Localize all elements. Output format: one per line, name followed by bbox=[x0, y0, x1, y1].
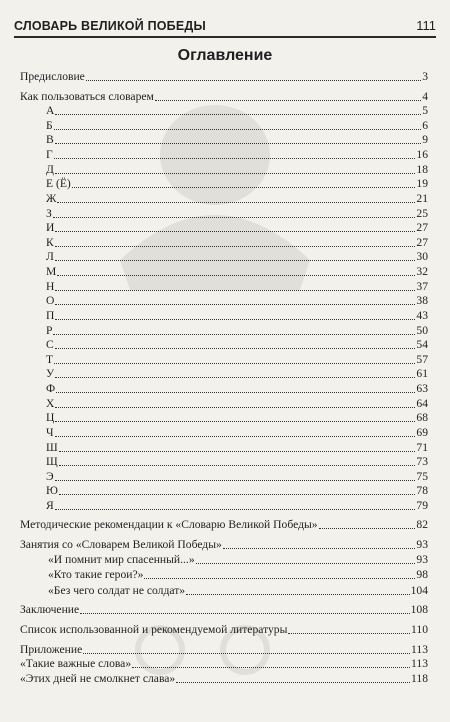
dot-leader bbox=[59, 464, 416, 466]
dot-leader bbox=[55, 142, 421, 144]
dot-leader bbox=[57, 274, 415, 276]
toc-entry bbox=[20, 657, 428, 671]
toc-entry bbox=[46, 338, 428, 352]
toc-entry-label: Б bbox=[46, 119, 53, 132]
toc-entry-label: Список использованной и рекомендуемой литературы bbox=[20, 623, 288, 636]
toc-entry-label: Ц bbox=[46, 411, 55, 424]
toc-entry bbox=[20, 623, 428, 637]
dot-leader bbox=[55, 508, 416, 510]
dot-leader bbox=[80, 612, 409, 614]
toc-title: Оглавление bbox=[177, 47, 273, 64]
toc-entry-page: 5 bbox=[422, 104, 428, 117]
toc-entry-label: Ш bbox=[46, 441, 58, 454]
toc-entry bbox=[46, 221, 428, 235]
toc-entry bbox=[46, 309, 428, 323]
toc-entry-label: В bbox=[46, 133, 54, 146]
toc-entry-label: Методические рекомендации к «Словарю Великой Победы» bbox=[20, 518, 318, 531]
toc-entry-label: Занятия со «Словарем Великой Победы» bbox=[20, 538, 222, 551]
toc-entry bbox=[46, 411, 428, 425]
toc-entry-label: О bbox=[46, 294, 55, 307]
toc-entry-page: 78 bbox=[416, 484, 428, 497]
toc-entry bbox=[46, 353, 428, 367]
dot-leader bbox=[86, 79, 421, 81]
toc-entry-page: 18 bbox=[416, 163, 428, 176]
dot-leader bbox=[57, 201, 415, 203]
toc-entry-page: 82 bbox=[416, 518, 428, 531]
toc-entry bbox=[20, 518, 428, 532]
toc-entry bbox=[46, 133, 428, 147]
running-title: СЛОВАРЬ ВЕЛИКОЙ ПОБЕДЫ bbox=[14, 19, 206, 33]
dot-leader bbox=[196, 562, 416, 564]
toc-entry-label: Заключение bbox=[20, 603, 80, 616]
dot-leader bbox=[53, 333, 415, 335]
dot-leader bbox=[55, 113, 421, 115]
toc-entry-label: Е (Ё) bbox=[46, 177, 71, 190]
dot-leader bbox=[55, 479, 416, 481]
dot-leader bbox=[186, 593, 410, 595]
toc-entry bbox=[20, 70, 428, 84]
toc-entry-label: К bbox=[46, 236, 54, 249]
toc-entry bbox=[46, 177, 428, 191]
toc-entry-page: 110 bbox=[411, 623, 428, 636]
dot-leader bbox=[55, 289, 415, 291]
toc-entry bbox=[20, 90, 428, 104]
toc-entry-label: Ю bbox=[46, 484, 58, 497]
toc-entry-label: З bbox=[46, 207, 52, 220]
toc-entry bbox=[46, 499, 428, 513]
toc-entry-label: Ч bbox=[46, 426, 54, 439]
toc-entry bbox=[20, 643, 428, 657]
toc-entry bbox=[46, 250, 428, 264]
toc-entry bbox=[46, 119, 428, 133]
toc-entry-page: 32 bbox=[416, 265, 428, 278]
toc-entry-label: Р bbox=[46, 324, 53, 337]
running-header bbox=[14, 10, 436, 38]
toc-entry-page: 71 bbox=[416, 441, 428, 454]
toc-entry-page: 93 bbox=[416, 538, 428, 551]
toc-entry-label: Как пользоваться словарем bbox=[20, 90, 154, 103]
toc-entry-label: «Этих дней не смолкнет слава» bbox=[20, 672, 176, 685]
toc-entry bbox=[46, 294, 428, 308]
toc-entry-page: 27 bbox=[416, 236, 428, 249]
toc-entry-label: Г bbox=[46, 148, 53, 161]
toc-entry-label: «Без чего солдат не солдат» bbox=[48, 584, 186, 597]
toc-entry-page: 75 bbox=[416, 470, 428, 483]
toc-entry-label: М bbox=[46, 265, 57, 278]
toc-entry bbox=[46, 192, 428, 206]
toc-entry-page: 93 bbox=[416, 553, 428, 566]
toc-entry-page: 27 bbox=[416, 221, 428, 234]
dot-leader bbox=[83, 652, 410, 654]
toc-entry bbox=[20, 538, 428, 552]
toc-entry-page: 108 bbox=[410, 603, 428, 616]
dot-leader bbox=[59, 493, 415, 495]
toc-entry bbox=[48, 568, 428, 582]
toc-entry-page: 63 bbox=[416, 382, 428, 395]
toc-entry bbox=[48, 553, 428, 567]
toc-entry-label: Л bbox=[46, 250, 54, 263]
toc-entry-page: 43 bbox=[416, 309, 428, 322]
toc-entry bbox=[46, 441, 428, 455]
toc-entry-label: С bbox=[46, 338, 54, 351]
dot-leader bbox=[55, 420, 415, 422]
toc-entry bbox=[46, 397, 428, 411]
toc-entry-label: Приложение bbox=[20, 643, 83, 656]
toc-entry-label: Предисловие bbox=[20, 70, 85, 83]
toc-entry-page: 79 bbox=[416, 499, 428, 512]
dot-leader bbox=[288, 632, 410, 634]
dot-leader bbox=[319, 527, 416, 529]
dot-leader bbox=[59, 450, 416, 452]
toc-entry-page: 3 bbox=[422, 70, 428, 83]
toc-entry-page: 104 bbox=[410, 584, 428, 597]
toc-entry-page: 21 bbox=[416, 192, 428, 205]
toc-entry-page: 57 bbox=[416, 353, 428, 366]
toc-entry-page: 61 bbox=[416, 367, 428, 380]
toc-entry-page: 38 bbox=[416, 294, 428, 307]
toc-entry-label: П bbox=[46, 309, 55, 322]
dot-leader bbox=[55, 406, 415, 408]
dot-leader bbox=[72, 186, 416, 188]
toc-entry-page: 113 bbox=[411, 643, 428, 656]
dot-leader bbox=[55, 259, 416, 261]
toc-entry bbox=[46, 470, 428, 484]
dot-leader bbox=[155, 99, 421, 101]
toc-entry bbox=[46, 207, 428, 221]
dot-leader bbox=[132, 666, 410, 668]
toc-entry bbox=[46, 236, 428, 250]
dot-leader bbox=[55, 230, 415, 232]
toc-entry-page: 64 bbox=[416, 397, 428, 410]
toc-entry bbox=[20, 603, 428, 617]
dot-leader bbox=[56, 391, 415, 393]
toc-entry-label: А bbox=[46, 104, 55, 117]
dot-leader bbox=[54, 157, 416, 159]
toc-entry-page: 50 bbox=[416, 324, 428, 337]
dot-leader bbox=[55, 318, 415, 320]
toc-entry-label: Ж bbox=[46, 192, 57, 205]
toc-entry-page: 69 bbox=[416, 426, 428, 439]
toc-entry bbox=[46, 104, 428, 118]
toc-entry bbox=[46, 484, 428, 498]
toc-entry bbox=[46, 280, 428, 294]
toc-entry-page: 98 bbox=[416, 568, 428, 581]
dot-leader bbox=[55, 245, 416, 247]
toc-entry-label: Э bbox=[46, 470, 54, 483]
toc-entry-page: 19 bbox=[416, 177, 428, 190]
toc-entry-label: И bbox=[46, 221, 55, 234]
toc-entry-page: 25 bbox=[416, 207, 428, 220]
dot-leader bbox=[55, 303, 415, 305]
toc-entry-label: «Кто такие герои?» bbox=[48, 568, 144, 581]
toc-entry-label: «Такие важные слова» bbox=[20, 657, 132, 670]
toc-entry-page: 113 bbox=[411, 657, 428, 670]
toc-entry-label: Я bbox=[46, 499, 54, 512]
toc-entry-label: У bbox=[46, 367, 55, 380]
dot-leader bbox=[55, 172, 415, 174]
toc-entry-label: Х bbox=[46, 397, 55, 410]
toc-entry-label: Д bbox=[46, 163, 54, 176]
toc-entry bbox=[46, 148, 428, 162]
dot-leader bbox=[55, 435, 416, 437]
dot-leader bbox=[53, 216, 416, 218]
dot-leader bbox=[144, 577, 415, 579]
toc-entry-page: 4 bbox=[422, 90, 428, 103]
toc-entry-page: 30 bbox=[416, 250, 428, 263]
dot-leader bbox=[54, 128, 422, 130]
page-number: 111 bbox=[416, 18, 436, 33]
toc-entry-label: Ф bbox=[46, 382, 56, 395]
toc-entry-page: 6 bbox=[422, 119, 428, 132]
toc-entry bbox=[46, 324, 428, 338]
dot-leader bbox=[54, 362, 415, 364]
toc-entry bbox=[48, 584, 428, 598]
toc-entry bbox=[46, 163, 428, 177]
toc-entry-label: Т bbox=[46, 353, 54, 366]
toc-entry-label: «И помнит мир спасенный...» bbox=[48, 553, 195, 566]
dot-leader bbox=[55, 376, 415, 378]
toc-entry-label: Щ bbox=[46, 455, 58, 468]
toc-entry bbox=[46, 382, 428, 396]
toc-entry bbox=[46, 367, 428, 381]
dot-leader bbox=[55, 347, 416, 349]
toc-entry-page: 118 bbox=[411, 672, 428, 685]
toc-entry bbox=[46, 265, 428, 279]
toc-entry bbox=[46, 426, 428, 440]
toc-entry-page: 73 bbox=[416, 455, 428, 468]
toc-entry-label: Н bbox=[46, 280, 55, 293]
toc-entry-page: 16 bbox=[416, 148, 428, 161]
toc-entry-page: 68 bbox=[416, 411, 428, 424]
dot-leader bbox=[176, 681, 410, 683]
toc-entry-page: 37 bbox=[416, 280, 428, 293]
toc-entry bbox=[20, 672, 428, 686]
toc-entry-page: 54 bbox=[416, 338, 428, 351]
toc-entry bbox=[46, 455, 428, 469]
toc-entry-page: 9 bbox=[422, 133, 428, 146]
dot-leader bbox=[223, 547, 416, 549]
